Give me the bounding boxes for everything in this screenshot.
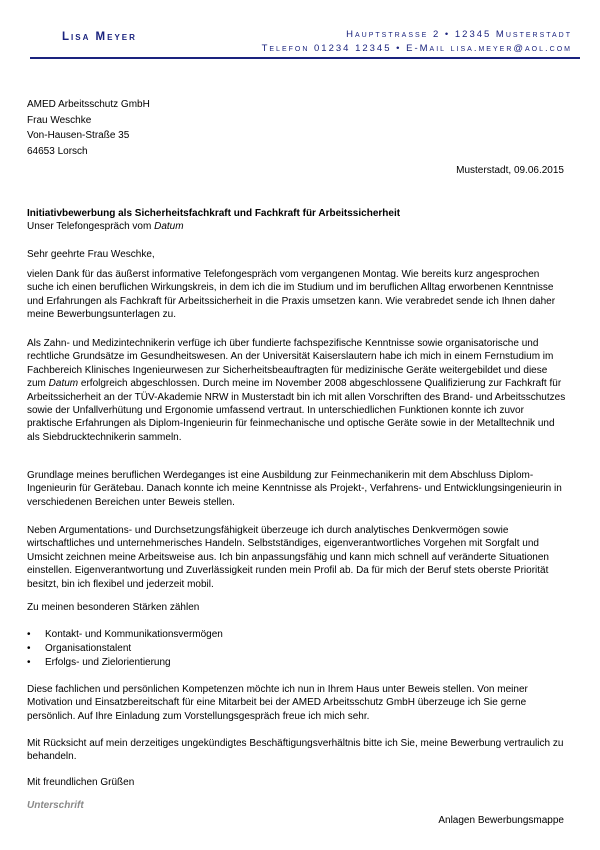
subject-block [27,207,400,234]
subject-reference [27,220,400,233]
closing: Mit freundlichen Grüßen [27,777,135,788]
sender-phone-email: Telefon 01234 12345 • E-Mail lisa.meyer@aol.com [261,43,572,54]
subject-title: Initiativbewerbung als Sicherheitsfachkraft und Fachkraft für Arbeitssicherheit [27,208,401,219]
paragraph-intro: vielen Dank für das äußerst informative Telefongespräch vom vergangenen Montag. Wie bereits kurz angesprochen suche ich einen beruflichen Wirkungskreis, in dem ich die im Studium und im beruflichen Alltag erworbenen Kenntnisse und Erfahrungen als Fachkraft für Arbeitssicherheit in die Praxis umsetzen kann. Wie verabredet sende ich Ihnen daher meine Bewerbungsunterlagen zu. [27,269,556,321]
paragraph-qualification [27,337,567,444]
subject-reference-text: Unser Telefongespräch vom [27,221,155,233]
signature: Unterschrift [27,800,84,811]
paragraph-education: Grundlage meines beruflichen Werdeganges ist eine Ausbildung zur Feinmechanikerin mit dem Abschluss Diplom-Ingenieurin für Gerätebau. Danach konnte ich meine Kenntnisse als Projekt-, Verfahrens- und Entwicklungsingenieurin in verschiedenen Bereichen unter Beweis stellen. [27,470,562,508]
paragraph-qualification-b: erfolgreich abgeschlossen. Durch meine im November 2008 abgeschlossene Qualifizierung zur Fachkraft für Arbeitssicherheit an der TÜV-Akademie NRW in Musterstadt bin ich mit allen Vorschriften des Brand- und Arbeitsschutzes sowie der Unfallverhütung und Ergonomie umfassend vertraut. In unterschiedlichen Funktionen konnte ich zuvor praktische Erfahrungen als Diplom-Ingenieurin für feinmechanische und optische Geräte sowie in der Metalltechnik und als Siebdrucktechnikerin sammeln. [27,378,566,443]
recipient-street: Von-Hausen-Straße 35 [27,130,130,141]
paragraph-skills: Neben Argumentations- und Durchsetzungsfähigkeit überzeuge ich durch analytisches Denkvermögen sowie wirtschaftliches und unternehmerisches Handeln. Selbstständiges, eigenverantwortliches Vorgehen mit Sorgfalt und Umsicht zeichnen meine Arbeitsweise aus. Ich bin anpassungsfähig und kann mich schnell auf veränderte Situationen einstellen. Eigenverantwortung und Zuverlässigkeit runden mein Profil ab. Da für mich der Beruf stets oberste Priorität besitzt, bin ich flexibel und jederzeit mobil. [27,525,549,590]
header-divider [30,57,580,59]
salutation: Sehr geehrte Frau Weschke, [27,249,155,260]
paragraph-qualification-date: Datum [48,378,79,390]
paragraph-qualification-a: Als Zahn- und Medizintechnikerin verfüge ich über fundierte fachspezifische Kenntnisse sowie organisatorische und rechtliche Grundsätze im Gesundheitswesen. An der Universität Kaiserslautern habe ich mich in einem Fernstudium im Fachbereich Klinisches Ingenieurwesen zur Sicherheitsbeauftragten für medizinische Geräte weitergebildet und diese zum [27,338,554,390]
recipient-company: AMED Arbeitsschutz GmbH [27,99,150,110]
sender-contact [262,28,572,56]
strengths-list [27,628,223,670]
letter-date: Musterstadt, 09.06.2015 [456,165,564,176]
subject-reference-date: Datum [154,221,184,233]
recipient-city: 64653 Lorsch [27,145,88,157]
list-item: • Organisationstalent [27,642,223,656]
recipient-person: Frau Weschke [27,114,92,126]
list-item: • Kontakt- und Kommunikationsvermögen [27,628,223,642]
paragraph-motivation: Diese fachlichen und persönlichen Kompetenzen möchte ich nun in Ihrem Haus unter Beweis stellen. Von meiner Motivation und Einsatzbereitschaft für eine Mitarbeit bei der AMED Arbeitsschutz GmbH überzeuge ich Sie gerne persönlich. Auf Ihre Einladung zum Vorstellungsgespräch freue ich mich sehr. [27,684,528,722]
list-item: • Erfolgs- und Zielorientierung [27,656,223,670]
sender-address: Hauptstrasse 2 • 12345 Musterstadt [346,29,572,40]
recipient-address [27,97,150,159]
paragraph-strengths-intro: Zu meinen besonderen Stärken zählen [27,602,200,613]
enclosure: Anlagen Bewerbungsmappe [438,815,564,826]
sender-name: Lisa Meyer [62,31,137,43]
paragraph-confidential: Mit Rücksicht auf mein derzeitiges ungekündigtes Beschäftigungsverhältnis bitte ich Sie, meine Bewerbung vertraulich zu behandeln. [27,738,564,763]
